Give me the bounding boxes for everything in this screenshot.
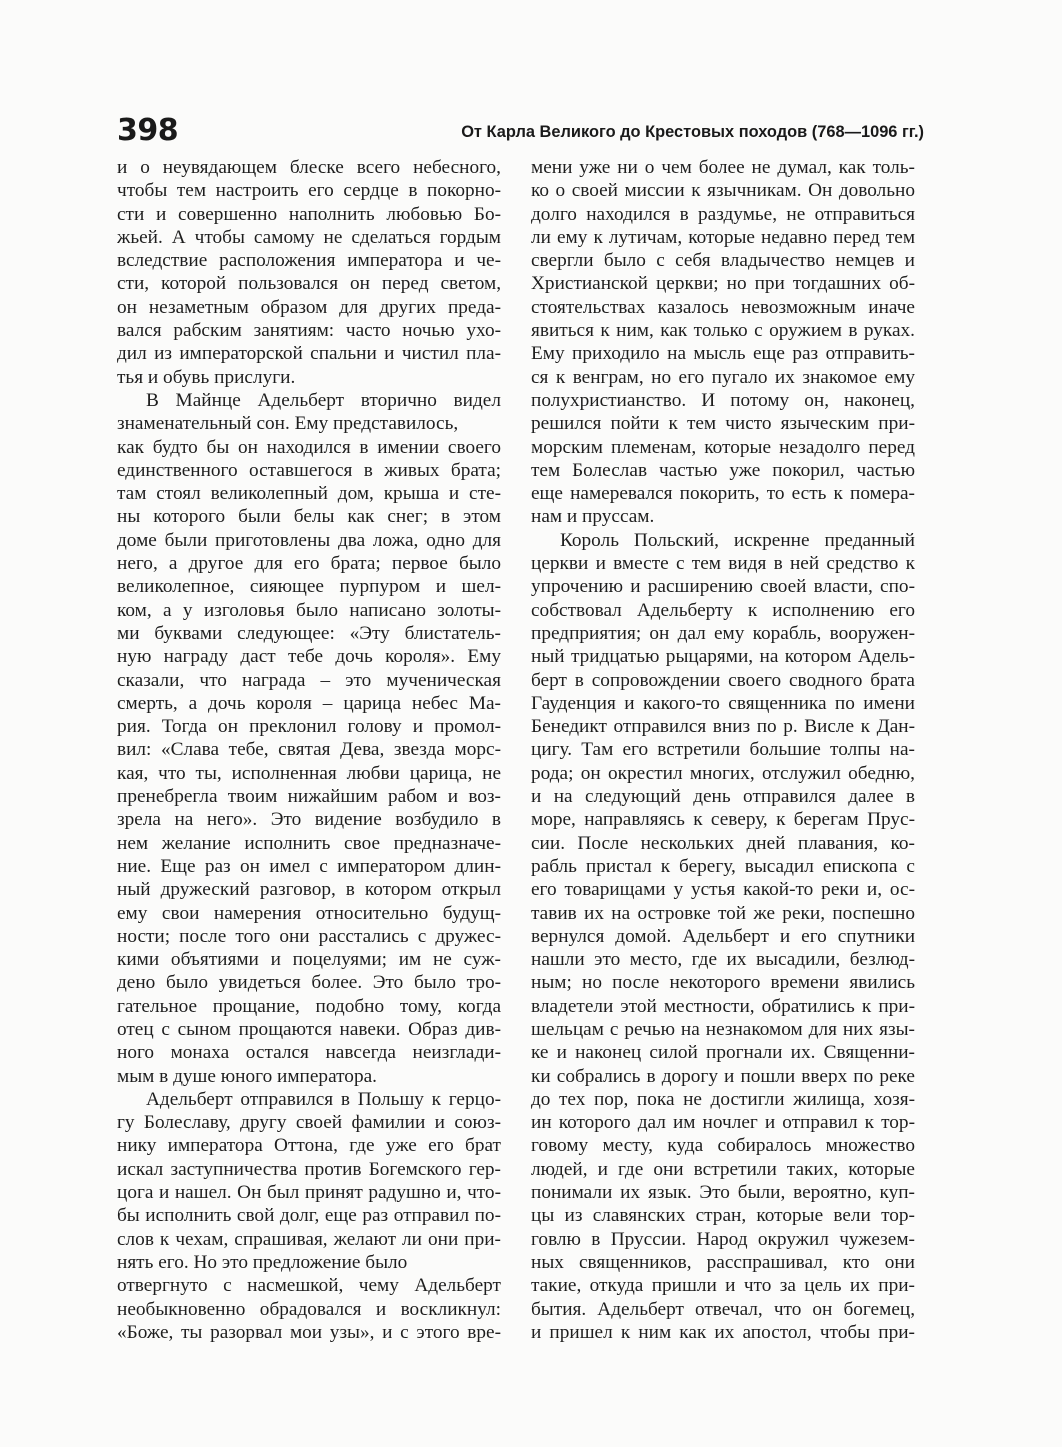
text-line: и на следующий день отправился далее в [531,786,915,808]
text-line: ся к венграм, но его пугало их знакомое ему [531,366,915,388]
text-line: кими объятиями и поцелуями; им не суж- [117,949,501,971]
text-line: рода; он окрестил многих, отслужил обедню, [531,762,915,784]
text-line: отец с сыном прощаются навеки. Образ див- [117,1018,501,1040]
text-line: и пришел к ним как их апостол, чтобы при- [531,1321,915,1343]
text-line: Король Польский, искренне преданный [560,529,915,551]
text-line: зрела на него». Это видение возбудило в [117,809,501,831]
text-line: рия. Тогда он преклонил голову и промол- [117,716,501,738]
text-line: шельцам с речью на незнакомом для них язы- [531,1018,915,1040]
text-line: он незаметным образом для других преда- [117,296,501,318]
text-line: жьей. А чтобы самому не сделаться гордым [117,226,501,248]
text-line: мым в душе юного императора. [117,1065,377,1087]
text-line: ком, а у изголовья было написано золоты- [117,599,501,621]
text-line: решился пойти к тем чисто языческим при- [531,413,915,435]
text-line: вследствие расположения императора и че- [117,250,501,272]
text-line: его товарищами у устья какой-то реки и, ос- [531,879,915,901]
text-line: сказали, что награда – это мученическая [117,669,501,691]
text-line: искал заступничества против Богемского гер- [117,1158,501,1180]
text-line: ки собрались в дорогу и пошли вверх по реке [531,1065,915,1087]
text-line: море, направляясь к северу, к берегам Прус- [531,809,915,831]
text-line: полухристианство. И потому он, наконец, [531,389,915,411]
text-line: ны которого были белы как снег; в этом [117,506,501,528]
text-line: ных священников, расспрашивал, кто они [531,1251,915,1273]
text-line: сии. После нескольких дней плавания, ко- [531,832,915,854]
right-text-column [531,156,915,1344]
text-line: ин которого дал им ночлег и отправил к тор- [531,1112,915,1134]
text-line: вернулся домой. Адельберт и его спутники [531,925,915,947]
text-line: гательное прощание, подобно тому, когда [117,995,501,1017]
text-line: предприятия; он дал ему корабль, вооружен- [531,622,915,644]
text-line: собствовал Адельберту к исполнению его [531,599,915,621]
text-line: нем желание исполнить свое предназначе- [117,832,501,854]
text-line: Адельберт отправился в Польшу к герцо- [146,1088,501,1110]
text-line: кая, что ты, исполненная любви царица, не [117,762,501,784]
text-line: гу Болеславу, другу своей фамилии и союз- [117,1112,501,1134]
text-line: Ему приходило на мысль еще раз отправить- [531,343,915,365]
text-line: ности; после того они расстались с дружес- [117,925,501,947]
text-line: тем Болеслав частью уже покорил, частью [531,459,915,481]
text-line: ние. Еще раз он имел с императором длин- [117,855,501,877]
text-line: ли ему к лутичам, которые недавно перед тем [531,226,915,248]
running-title: От Карла Великого до Крестовых походов (768—1096 гг.) [461,123,924,141]
text-line: дено было увидеться более. Это было тро- [117,972,501,994]
text-line: свергли было с себя владычество немцев и [531,250,915,272]
text-line: тья и обувь прислуги. [117,366,296,388]
text-line: морским племенам, которые незадолго перед [531,436,915,458]
text-line: владетели этой местности, обратились к при- [531,995,915,1017]
text-line: ного монаха остался навсегда неизглади- [117,1042,501,1064]
text-line: Христианской церкви; но при тогдашних об- [531,273,915,295]
text-line: дил из императорской спальни и чистил пла- [117,343,501,365]
text-line: вался рабским занятиям: часто ночью ухо- [117,320,501,342]
text-line: церкви и вместе с тем видя в ней средство к [531,553,915,575]
text-line: ему свои намерения относительно будущ- [117,902,501,924]
text-line: еще намеревался покорить, то есть к помера- [531,483,915,505]
text-line: слов к чехам, спрашивая, желают ли они при- [117,1228,501,1250]
text-line: нашли это место, где их высадили, безлюд- [531,949,915,971]
text-line: цы из славянских стран, которые вели тор- [531,1205,915,1227]
text-line: «Боже, ты разорвал мои узы», и с этого вре- [117,1321,501,1343]
text-line: цигу. Там его встретили большие толпы на- [531,739,915,761]
text-line: В Майнце Адельберт вторично видел [146,389,501,411]
text-line: упрочению и расширению своей власти, спо- [531,576,915,598]
text-line: знаменательный сон. Ему представилось, [117,413,459,435]
text-line: бы исполнить свой долг, еще раз отправил по- [117,1205,501,1227]
text-line: берт в сопровождении своего сводного брата [531,669,915,691]
text-line: мени уже ни о чем более не думал, как толь- [531,157,915,178]
text-line: доме были приготовлены два ложа, одно для [117,529,501,551]
text-line: нику императора Оттона, где уже его брат [117,1135,501,1157]
page-header [117,113,924,157]
text-line: него, а другое для его брата; первое было [117,553,501,575]
text-line: как будто бы он находился в имении своего [117,436,501,458]
text-line: стоятельствах казалось невозможным иначе [531,296,915,318]
text-line: людей, и где они встретили таких, которые [531,1158,915,1180]
text-line: ный тридцатью рыцарями, на котором Адель- [531,646,915,668]
text-line: ную награду даст тебе дочь короля». Ему [117,646,501,668]
text-line: бытия. Адельберт отвечал, что он богемец, [531,1298,915,1320]
text-line: и о неувядающем блеске всего небесного, [117,157,501,178]
text-line: пренебрегла твоим нижайшим рабом и воз- [117,786,501,808]
text-line: великолепное, сияющее пурпуром и шел- [117,576,501,598]
text-line: тавив их на островке той же реки, поспешно [531,902,915,924]
text-line: ным; но после некоторого времени явились [531,972,915,994]
text-line: ке и наконец силой прогнали их. Священни- [531,1042,915,1064]
text-line: цога и нашел. Он был принят радушно и, что- [117,1182,501,1204]
text-line: нам и пруссам. [531,506,655,528]
text-line: там стоял великолепный дом, крыша и сте- [117,483,501,505]
text-line: говому месту, куда собиралось множество [531,1135,915,1157]
left-text-column [117,156,501,1344]
text-line: единственного оставшегося в живых брата; [117,459,501,481]
text-line: Бенедикт отправился вниз по р. Висле к Дан- [531,716,915,738]
text-line: говлю в Пруссии. Народ окружил чужезем- [531,1228,915,1250]
text-line: сти и совершенно наполнить любовью Бо- [117,203,501,225]
text-line: сти, которой пользовался он перед светом, [117,273,501,295]
text-line: рабль пристал к берегу, высадил епископа с [531,855,915,877]
text-line: долго находился в раздумье, не отправиться [531,203,915,225]
page-number: 398 [117,113,179,148]
text-line: смерть, а дочь короля – царица небес Ма- [117,692,501,714]
text-line: такие, откуда пришли и что за цель их при- [531,1275,915,1297]
text-line: ко о своей миссии к язычникам. Он довольно [531,180,915,202]
text-line: явиться к ним, как только с оружием в руках. [531,320,915,342]
text-line: вил: «Слава тебе, святая Дева, звезда морс- [117,739,501,761]
text-line: Гауденция и какого-то священника по имени [531,692,915,714]
text-line: до тех пор, пока не достигли жилища, хозя- [531,1088,915,1110]
text-line: отвергнуто с насмешкой, чему Адельберт [117,1275,501,1297]
text-line: необыкновенно обрадовался и воскликнул: [117,1298,501,1320]
text-line: понимали их язык. Это были, вероятно, куп- [531,1182,915,1204]
text-line: ми буквами следующее: «Эту блистатель- [117,622,501,644]
text-line: чтобы тем настроить его сердце в покорно- [117,180,501,202]
text-line: ный дружеский разговор, в котором открыл [117,879,501,901]
text-line: нять его. Но это предложение было [117,1251,408,1273]
